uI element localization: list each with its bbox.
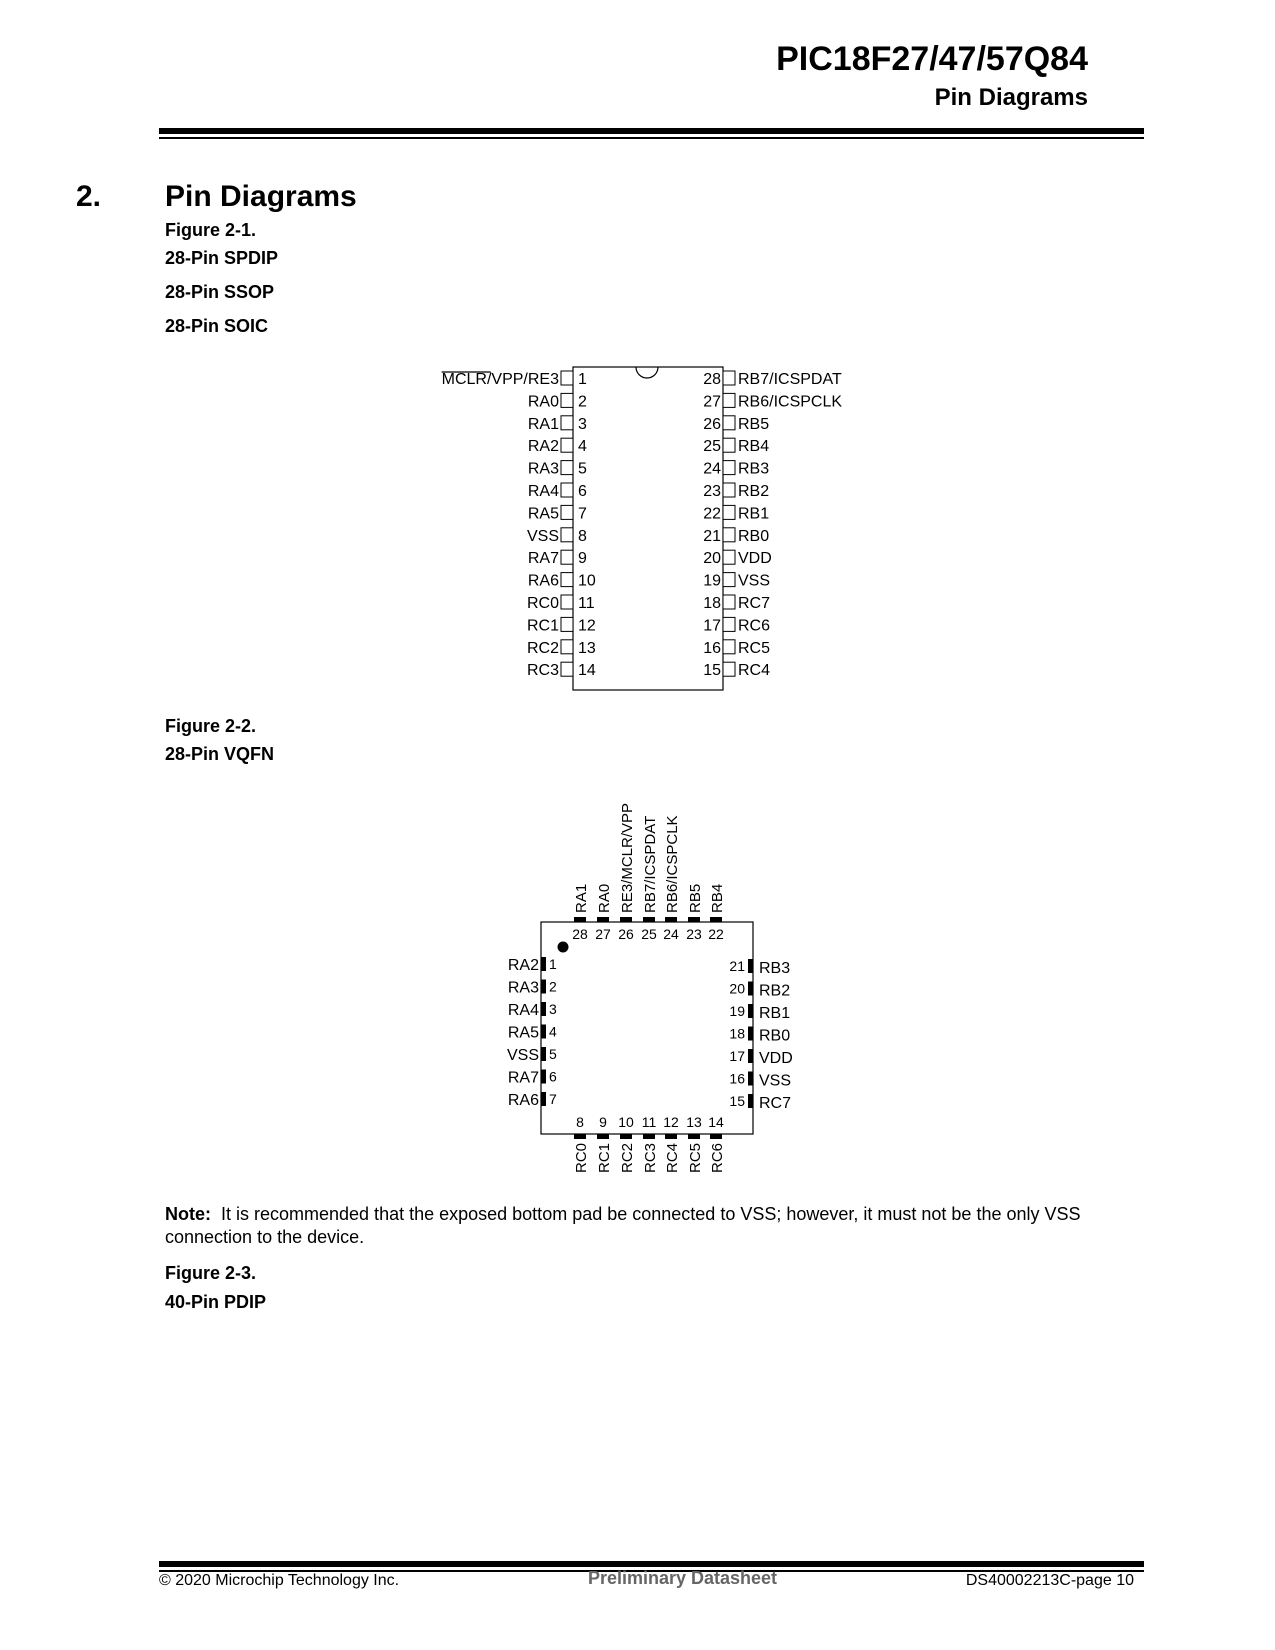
note	[165, 1203, 1125, 1249]
dip-pin-name: RA5	[527, 505, 559, 523]
vqfn-pin-pad	[748, 1072, 753, 1086]
vqfn-pin-number: 9	[599, 1114, 607, 1130]
dip-pin-pad	[561, 461, 573, 475]
dip-pin-name: RB5	[738, 415, 770, 433]
section-number: 2.	[76, 180, 102, 213]
dip-pin-name: RA7	[527, 550, 559, 568]
dip-pin-number: 2	[578, 393, 587, 411]
vqfn-pin-number: 22	[708, 926, 724, 942]
vqfn-pin-pad	[748, 1027, 753, 1041]
dip-pin-pad	[723, 595, 735, 609]
figure-3-label: Figure 2-3.	[165, 1263, 257, 1283]
vqfn-pin-name: VSS	[759, 1072, 792, 1090]
dip-pin-number: 22	[703, 505, 721, 523]
vqfn-pin-pad	[748, 1094, 753, 1108]
dip-pin-name: RA0	[527, 393, 559, 411]
dip-pin-number: 10	[578, 572, 596, 590]
vqfn-pin-pad	[748, 1004, 753, 1018]
footer-copyright: © 2020 Microchip Technology Inc.	[159, 1572, 400, 1589]
dip-pin-name: VDD	[738, 550, 772, 568]
dip-pin-name: RB1	[738, 505, 770, 523]
vqfn-pin-number: 25	[641, 926, 657, 942]
dip-pin-pad	[561, 617, 573, 631]
dip-pin-pad	[561, 438, 573, 452]
dip-pin-name: VSS	[526, 527, 559, 545]
dip-pin-pad	[723, 416, 735, 430]
vqfn-package-body	[541, 922, 753, 1134]
vqfn-pin-number: 2	[549, 978, 557, 995]
document-title: PIC18F27/47/57Q84	[776, 40, 1088, 78]
dip-pin-pad	[561, 528, 573, 542]
dip-pin-number: 23	[703, 483, 721, 500]
dip-pin-number: 28	[703, 371, 721, 388]
dip-pin-number: 11	[578, 595, 595, 612]
dip-pin-number: 5	[578, 460, 587, 478]
figure-1-package: 28-Pin SSOP	[165, 282, 275, 302]
vqfn-pin-name: RA1	[573, 883, 590, 913]
vqfn-pin-number: 8	[576, 1114, 584, 1130]
vqfn-pin-pad	[541, 1092, 546, 1106]
dip-pin-name: RC7	[738, 595, 771, 612]
vqfn-pin-name: VSS	[506, 1047, 539, 1064]
dip-pin-number: 14	[578, 662, 596, 680]
dip-pin-name: MCLR/VPP/RE3	[441, 371, 559, 388]
vqfn-pin-number: 28	[572, 926, 588, 942]
dip-pin-name: RB2	[738, 483, 770, 500]
vqfn-pin-pad	[665, 917, 677, 922]
vqfn-pin-name: RB5	[687, 883, 704, 913]
dip-pin-number: 21	[703, 527, 721, 545]
vqfn-pin-name: RA6	[507, 1092, 539, 1109]
dip-pin-number: 7	[578, 505, 587, 523]
footer-status: Preliminary Datasheet	[587, 1568, 778, 1588]
vqfn-pin-pad	[541, 980, 546, 994]
figure-2-package: 28-Pin VQFN	[165, 744, 275, 764]
dip-pin-pad	[561, 573, 573, 587]
vqfn-pin-name: RA4	[507, 1002, 539, 1019]
dip-pin-pad	[561, 416, 573, 430]
vqfn-pin-name: RB3	[759, 960, 791, 977]
vqfn-pin-pad	[620, 1134, 632, 1139]
vqfn-pin-name: RB1	[759, 1005, 791, 1022]
vqfn-pin-pad	[574, 917, 586, 922]
vqfn-pin-pad	[748, 959, 753, 973]
dip-pin-pad	[561, 595, 573, 609]
vqfn-pin-number: 6	[549, 1068, 557, 1085]
vqfn-pin-pad	[643, 917, 655, 922]
dip-pin-pad	[561, 550, 573, 564]
dip-pin-name: RC1	[526, 617, 559, 635]
dip-pin-name: RA4	[527, 483, 559, 500]
vqfn-pin-number: 7	[549, 1091, 557, 1107]
dip-pin-name: RC3	[526, 662, 559, 680]
vqfn-pin-number: 3	[549, 1001, 557, 1017]
dip-pin-number: 1	[578, 371, 587, 388]
vqfn-pin-number: 11	[641, 1114, 657, 1130]
dip-pin-pad	[561, 371, 573, 385]
vqfn-pin-diagram	[0, 780, 1275, 1180]
vqfn-pin-pad	[710, 1134, 722, 1139]
dip-pin-number: 16	[703, 639, 721, 657]
dip-pin-number: 17	[703, 617, 721, 635]
dip-pin-number: 4	[578, 438, 587, 456]
note-text: It is recommended that the exposed bottom pad be connected to VSS; however, it must not be the only VSS connection to the device.	[165, 1204, 1081, 1247]
vqfn-pin-name: RC4	[664, 1143, 681, 1174]
dip-pin-name: RA3	[527, 460, 559, 478]
dip-pin-pad	[723, 550, 735, 564]
vqfn-pin-pad	[748, 1049, 753, 1063]
dip-pin-name: RB3	[738, 460, 770, 478]
vqfn-pin-pad	[620, 917, 632, 922]
vqfn-pin-number: 12	[663, 1114, 679, 1130]
section-title: Pin Diagrams	[165, 180, 357, 213]
vqfn-pin-pad	[541, 1047, 546, 1061]
vqfn-pin-name: RC1	[596, 1143, 613, 1174]
dip-pin-name: RC4	[738, 662, 771, 680]
figure-1-package: 28-Pin SPDIP	[165, 248, 279, 268]
vqfn-pin-number: 14	[708, 1114, 724, 1130]
vqfn-pin-number: 18	[729, 1025, 745, 1042]
dip-pin-pad	[561, 505, 573, 519]
vqfn-pin-pad	[597, 917, 609, 922]
vqfn-pin-name: RC0	[573, 1143, 590, 1174]
pin1-notch	[636, 367, 658, 378]
vqfn-pin-name: RB4	[709, 883, 726, 913]
vqfn-pin-number: 19	[729, 1003, 745, 1019]
dip-pin-name: RB6/ICSPCLK	[738, 393, 843, 411]
vqfn-pin-name: RC6	[709, 1143, 726, 1174]
vqfn-pin-name: RA2	[507, 957, 539, 974]
dip-pin-name: RA2	[527, 438, 559, 456]
dip-pin-pad	[561, 640, 573, 654]
vqfn-pin-name: RB2	[759, 982, 791, 1000]
dip-pin-pad	[561, 662, 573, 676]
pin1-marker-dot	[558, 942, 569, 953]
header-section-name: Pin Diagrams	[934, 84, 1088, 111]
dip-pin-pad	[561, 483, 573, 497]
dip-pin-pad	[723, 438, 735, 452]
vqfn-pin-number: 16	[729, 1070, 745, 1087]
dip-pin-number: 6	[578, 483, 587, 500]
vqfn-pin-number: 17	[729, 1048, 745, 1064]
dip-pin-number: 3	[578, 415, 587, 433]
vqfn-pin-name: RC7	[759, 1095, 792, 1112]
dip-pin-name: RB4	[738, 438, 770, 456]
dip-pin-pad	[723, 662, 735, 676]
vqfn-pin-pad	[541, 1002, 546, 1016]
vqfn-pin-name: RE3/MCLR/VPP	[619, 802, 636, 913]
dip-pin-pad	[723, 393, 735, 407]
figure-1-package: 28-Pin SOIC	[165, 316, 269, 336]
note-label: Note:	[165, 1204, 211, 1224]
dip-pin-diagram	[0, 0, 1275, 700]
dip-pin-name: RA6	[527, 572, 559, 590]
dip-pin-pad	[723, 640, 735, 654]
vqfn-pin-pad	[541, 1025, 546, 1039]
dip-pin-number: 19	[703, 572, 721, 590]
vqfn-pin-pad	[665, 1134, 677, 1139]
vqfn-pin-number: 24	[663, 926, 679, 942]
vqfn-pin-number: 20	[729, 980, 745, 997]
figure-1-label: Figure 2-1.	[165, 220, 257, 240]
dip-pin-number: 9	[578, 550, 587, 568]
dip-pin-number: 18	[703, 595, 721, 612]
dip-pin-number: 13	[578, 639, 596, 657]
dip-pin-pad	[723, 483, 735, 497]
vqfn-pin-name: RA0	[596, 883, 613, 913]
vqfn-pin-number: 4	[549, 1023, 557, 1040]
dip-pin-number: 26	[703, 415, 721, 433]
dip-pin-name: RB7/ICSPDAT	[738, 371, 842, 388]
vqfn-pin-name: RA5	[507, 1024, 539, 1042]
vqfn-pin-number: 26	[618, 926, 634, 942]
figure-3-package: 40-Pin PDIP	[165, 1292, 267, 1312]
dip-pin-pad	[723, 617, 735, 631]
dip-pin-number: 27	[703, 393, 721, 411]
vqfn-pin-name: RC2	[619, 1143, 636, 1174]
vqfn-pin-pad	[710, 917, 722, 922]
vqfn-pin-number: 15	[729, 1093, 745, 1109]
vqfn-pin-name: RC5	[687, 1143, 704, 1174]
vqfn-pin-name: RA7	[507, 1069, 539, 1087]
dip-pin-name: RC6	[738, 617, 771, 635]
vqfn-pin-number: 10	[618, 1114, 634, 1130]
dip-pin-name: RC5	[738, 639, 771, 657]
vqfn-pin-name: VDD	[759, 1050, 793, 1067]
dip-pin-pad	[723, 505, 735, 519]
vqfn-pin-pad	[574, 1134, 586, 1139]
vqfn-pin-number: 23	[686, 926, 702, 942]
vqfn-pin-name: RA3	[507, 979, 539, 997]
dip-pin-name: RC0	[526, 595, 559, 612]
vqfn-pin-name: RB0	[759, 1027, 791, 1045]
vqfn-pin-pad	[748, 982, 753, 996]
dip-pin-pad	[723, 371, 735, 385]
dip-pin-number: 24	[703, 460, 721, 478]
footer-rule-thick	[159, 1561, 1144, 1567]
dip-pin-name: VSS	[738, 572, 771, 590]
dip-pin-number: 20	[703, 550, 721, 568]
dip-pin-pad	[561, 393, 573, 407]
vqfn-pin-number: 13	[686, 1114, 702, 1130]
vqfn-pin-pad	[688, 1134, 700, 1139]
dip-pin-number: 25	[703, 438, 721, 456]
dip-pin-pad	[723, 573, 735, 587]
vqfn-pin-pad	[643, 1134, 655, 1139]
vqfn-pin-number: 5	[549, 1046, 557, 1062]
dip-pin-name: RA1	[527, 415, 559, 433]
dip-pin-number: 15	[703, 662, 721, 680]
vqfn-pin-pad	[688, 917, 700, 922]
dip-pin-pad	[723, 528, 735, 542]
vqfn-pin-name: RB7/ICSPDAT	[642, 815, 659, 913]
footer-page-number: DS40002213C-page 10	[965, 1572, 1134, 1589]
dip-pin-pad	[723, 461, 735, 475]
vqfn-pin-pad	[597, 1134, 609, 1139]
dip-pin-name: RB0	[738, 527, 770, 545]
vqfn-pin-name: RC3	[642, 1143, 659, 1174]
figure-2-label: Figure 2-2.	[165, 716, 257, 736]
vqfn-pin-number: 27	[595, 926, 611, 942]
vqfn-pin-name: RB6/ICSPCLK	[664, 815, 681, 913]
vqfn-pin-number: 21	[729, 958, 745, 974]
dip-pin-number: 12	[578, 617, 596, 635]
vqfn-pin-pad	[541, 957, 546, 971]
dip-pin-number: 8	[578, 527, 587, 545]
dip-pin-name: RC2	[526, 639, 559, 657]
vqfn-pin-pad	[541, 1070, 546, 1084]
vqfn-pin-number: 1	[549, 956, 557, 972]
